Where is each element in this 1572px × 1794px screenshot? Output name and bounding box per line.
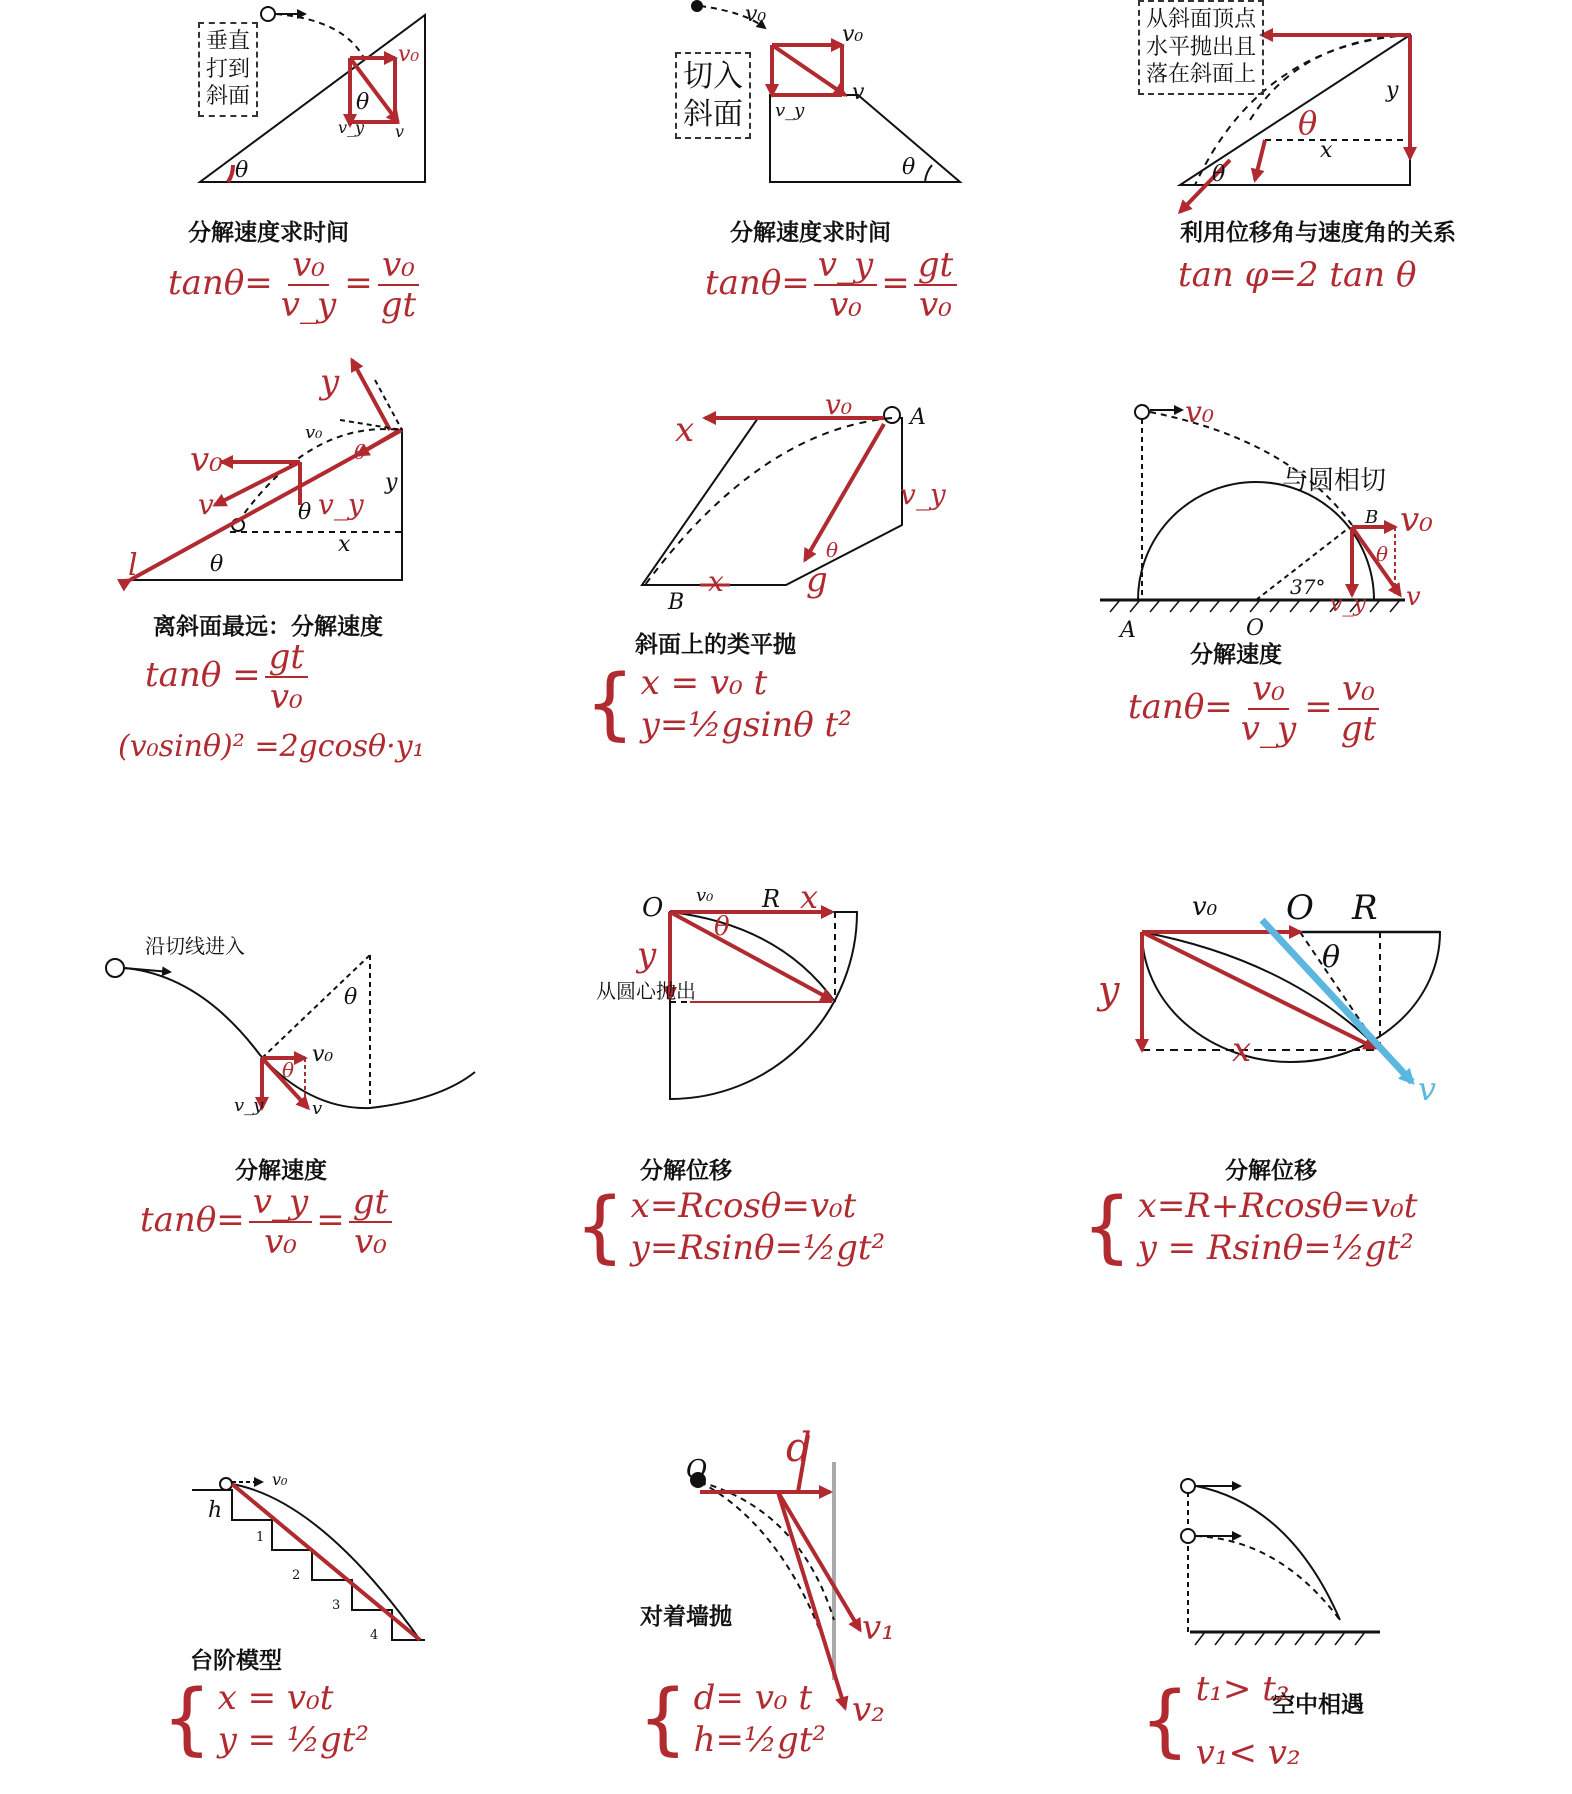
- panel-1-vy-label: v_y: [338, 118, 365, 137]
- panel-6-B-label: B: [1365, 507, 1379, 528]
- panel-7-formula: tanθ= $\frac{v\_y}{\text{v₀}}$ = $\frac{gt}{\text{v₀}}$: [140, 1185, 396, 1259]
- panel-10-step-3: 3: [332, 1598, 341, 1613]
- panel-8-theta: θ: [714, 912, 730, 942]
- panel-5-formula: { x = v₀ t y=½gsinθ t²: [585, 659, 852, 749]
- panel-11-d-label: d: [786, 1425, 812, 1471]
- panel-1-theta-base: θ: [235, 158, 249, 183]
- panel-4-ell: l: [128, 548, 138, 583]
- panel-2-vy-label: v_y: [775, 100, 805, 121]
- panel-9-R-label: R: [1352, 888, 1378, 928]
- panel-10-step-1: 1: [256, 1530, 265, 1545]
- panel-1-formula: tanθ= $\frac{\text{v₀}}{v\_y}$ = $\frac{\text{v₀}}{gt}$: [168, 248, 424, 322]
- panel-9-y-label: y: [1098, 968, 1120, 1012]
- panel-7-theta: θ: [344, 985, 358, 1010]
- panel-9-v-label: v: [1418, 1070, 1437, 1108]
- panel-5-vy-label: v_y: [900, 478, 946, 511]
- panel-3-formula: tan φ=2 tan θ: [1178, 255, 1417, 295]
- panel-9-formula: { x=R+Rcosθ=v₀t y = Rsinθ=½gt²: [1082, 1182, 1418, 1272]
- panel-8-center-label: 从圆心抛出: [596, 979, 696, 1003]
- panel-4-theta-red: θ: [354, 440, 367, 464]
- panel-3-caption: 利用位移角与速度角的关系: [1180, 220, 1456, 246]
- panel-10-v0-label: v₀: [272, 1470, 288, 1489]
- panel-1-box-label: 垂直 打到 斜面: [198, 22, 258, 117]
- panel-6-formula: tanθ= $\frac{\text{v₀}}{v\_y}$ = $\frac{\text{v₀}}{gt}$: [1128, 672, 1384, 746]
- panel-9-theta: θ: [1322, 940, 1341, 975]
- panel-7-v: v: [312, 1098, 323, 1119]
- panel-8-x-label: x: [800, 878, 819, 916]
- panel-4-theta: θ: [298, 500, 312, 525]
- panel-12-caption: 空中相遇: [1272, 1692, 1364, 1718]
- panel-2-caption: 分解速度求时间: [730, 220, 891, 246]
- panel-4-formula: tanθ = $\frac{gt}{\text{v₀}}$: [145, 640, 312, 714]
- panel-6-v0-red: v₀: [1400, 500, 1433, 540]
- panel-3-theta-red: θ: [1298, 104, 1318, 142]
- panel-6-caption: 分解速度: [1190, 642, 1282, 668]
- panel-9-diagram: [1142, 920, 1440, 1082]
- panel-5-x-label: x: [675, 410, 695, 450]
- panel-6-A-label: A: [1120, 618, 1136, 643]
- panel-1-v0-label: v₀: [398, 42, 420, 67]
- panel-4-y-red: y: [320, 362, 340, 402]
- panel-9-caption: 分解位移: [1225, 1158, 1317, 1184]
- panel-3-y-label: y: [1386, 78, 1399, 103]
- panel-7-vy: v_y: [234, 1095, 264, 1116]
- panel-6-theta-red: θ: [1376, 542, 1389, 566]
- panel-2-v-label: v: [852, 80, 865, 105]
- panel-10-diagram: [192, 1478, 425, 1640]
- panel-7-diagram: [106, 955, 475, 1108]
- panel-5-g-label: g: [806, 560, 828, 600]
- panel-10-h-label: h: [208, 1498, 223, 1523]
- panel-10-step-4: 4: [370, 1628, 379, 1643]
- panel-11-v1-label: v₁: [862, 1608, 895, 1648]
- panel-4-v0-red: v₀: [190, 440, 223, 480]
- panel-6-v0-top: v₀: [1185, 395, 1214, 430]
- panel-11-v2-label: v₂: [852, 1690, 885, 1730]
- panel-1-v-label: v: [395, 122, 405, 141]
- panel-5-A-label: A: [910, 405, 926, 430]
- panel-8-formula: { x=Rcosθ=v₀t y=Rsinθ=½gt²: [575, 1182, 886, 1272]
- panel-8-y-label: y: [637, 935, 657, 975]
- panel-10-formula: { x = v₀t y = ½gt²: [162, 1674, 369, 1764]
- panel-12-diagram: [1181, 1479, 1380, 1645]
- panel-11-caption: 对着墙抛: [640, 1604, 732, 1630]
- panel-12-formula: { t₁> t₂ v₁< v₂: [1140, 1669, 1301, 1773]
- panel-6-tangent-label: 与圆相切: [1282, 466, 1387, 496]
- panel-5-x-bottom: x: [708, 565, 724, 598]
- panel-11-diagram: [691, 1435, 860, 1708]
- panel-4-x: x: [338, 532, 351, 557]
- panel-7-caption: 分解速度: [235, 1158, 327, 1184]
- panel-6-vy-label: v_y: [1330, 592, 1366, 617]
- panel-2-formula: tanθ= $\frac{v\_y}{\text{v₀}}$ = $\frac{gt}{\text{v₀}}$: [705, 248, 961, 322]
- panel-9-v0-label: v₀: [1192, 892, 1218, 922]
- panel-4-v-red: v: [198, 488, 214, 521]
- panel-3-theta: θ: [1212, 162, 1226, 187]
- panel-5-theta: θ: [826, 538, 839, 562]
- panel-6-O-label: O: [1246, 616, 1265, 641]
- panel-8-caption: 分解位移: [640, 1158, 732, 1184]
- panel-7-v0: v₀: [312, 1042, 334, 1067]
- panel-8-v0-label: v₀: [696, 885, 714, 906]
- panel-4-y: y: [385, 470, 398, 495]
- panel-6-angle-label: 37°: [1290, 575, 1326, 599]
- panel-8-diagram: [670, 912, 857, 1099]
- panel-7-tangent-label: 沿切线进入: [145, 934, 245, 958]
- panel-2-theta: θ: [902, 155, 916, 180]
- panel-3-box-label: 从斜面顶点 水平抛出且 落在斜面上: [1138, 0, 1264, 95]
- panel-6-diagram: [1100, 405, 1405, 612]
- panel-1-caption: 分解速度求时间: [188, 220, 349, 246]
- panel-4-caption: 离斜面最远：分解速度: [153, 614, 383, 640]
- panel-6-v-label: v: [1406, 582, 1421, 612]
- panel-4-theta2: θ: [210, 552, 224, 577]
- panel-9-O-label: O: [1286, 888, 1314, 928]
- panel-10-caption: 台阶模型: [190, 1648, 282, 1674]
- panel-7-theta-red: θ: [282, 1058, 295, 1082]
- panel-11-O-label: O: [686, 1455, 708, 1485]
- panel-9-x-label: x: [1232, 1030, 1252, 1070]
- panel-4-vo: v₀: [305, 422, 323, 443]
- panel-5-B-label: B: [668, 590, 685, 615]
- panel-2-box-label: 切入 斜面: [675, 52, 751, 139]
- panel-2-v0-top: v₀: [745, 2, 767, 27]
- panel-5-v0-label: v₀: [825, 388, 853, 421]
- panel-8-O-label: O: [642, 893, 664, 923]
- panel-3-x-label: x: [1320, 138, 1333, 163]
- panel-5-caption: 斜面上的类平抛: [635, 632, 796, 658]
- panel-1-theta-top: θ: [356, 90, 370, 115]
- panel-4-formula-line2: (v₀sinθ)² =2gcosθ·y₁: [118, 729, 425, 764]
- panel-11-formula: { d= v₀ t h=½gt²: [638, 1674, 827, 1764]
- panel-8-R-label: R: [762, 885, 781, 913]
- panel-4-diagram: [130, 360, 402, 580]
- panel-4-vy-red: v_y: [318, 488, 364, 521]
- panel-2-v0-red: v₀: [842, 22, 864, 47]
- panel-10-step-2: 2: [292, 1568, 301, 1583]
